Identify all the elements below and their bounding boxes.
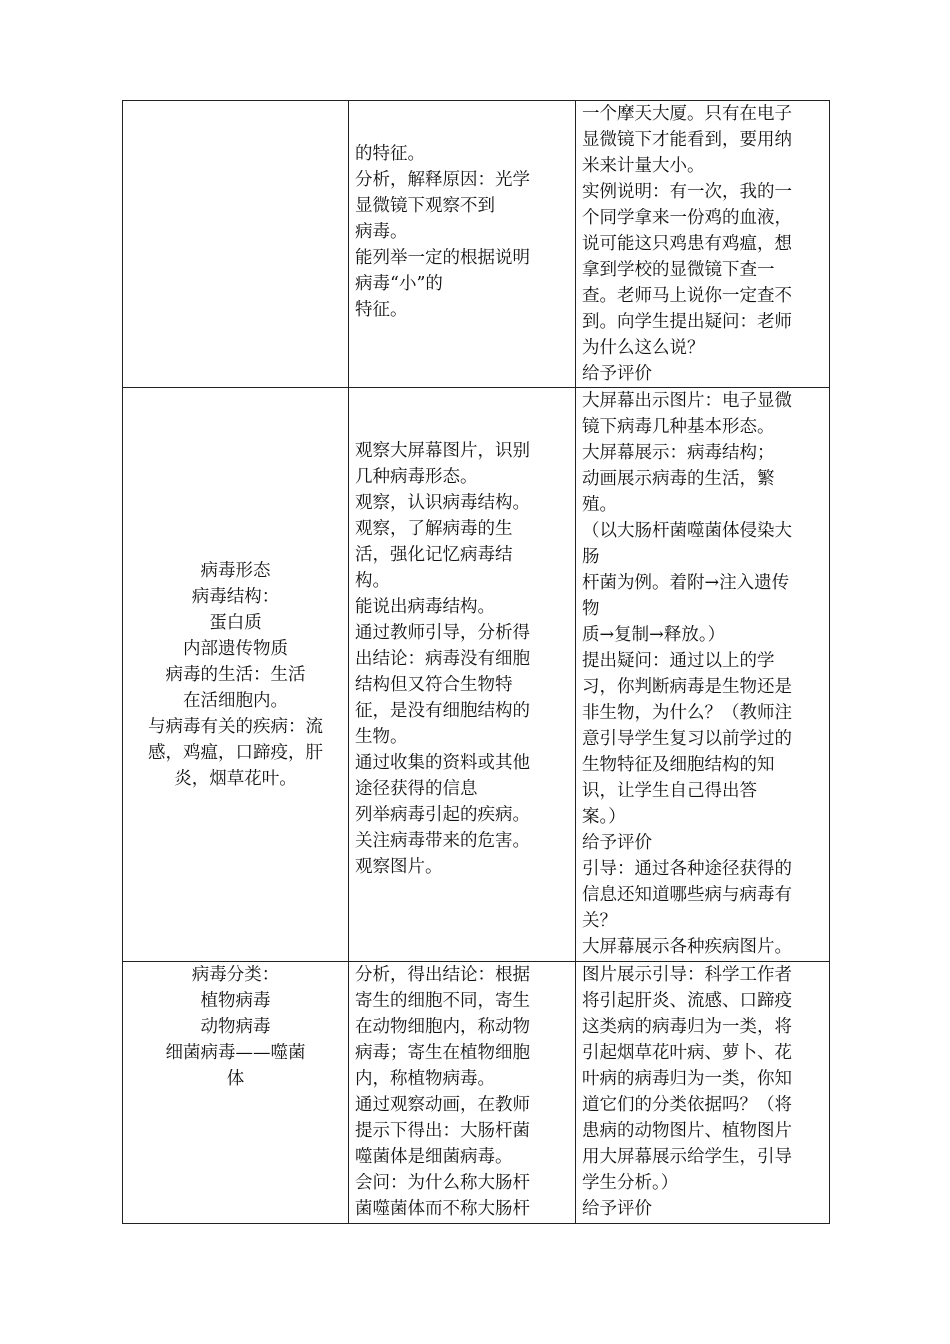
lesson-plan-table — [122, 100, 830, 1224]
teacher-line: 为什么这么说？ — [582, 338, 705, 358]
student-line: 通过观察动画，在教师 — [355, 1095, 530, 1115]
teacher-line: （以大肠杆菌噬菌体侵染大 — [582, 521, 792, 541]
teacher-line: 用大屏幕展示给学生，引导 — [582, 1147, 792, 1167]
teacher-line: 识，让学生自己得出答 — [582, 781, 757, 801]
student-line: 观察大屏幕图片，识别 — [355, 441, 530, 461]
student-line: 关注病毒带来的危害。 — [355, 831, 530, 851]
teacher-line: 个同学拿来一份鸡的血液， — [582, 208, 792, 228]
teacher-activity-cell — [576, 101, 830, 388]
student-line: 分析，得出结论：根据 — [355, 965, 530, 985]
table-row — [123, 388, 830, 962]
student-line: 寄生的细胞不同，寄生 — [355, 991, 530, 1011]
student-line: 提示下得出：大肠杆菌 — [355, 1121, 530, 1141]
teacher-line: 给予评价 — [582, 364, 652, 384]
teacher-line: 拿到学校的显微镜下查一 — [582, 260, 775, 280]
teacher-line: 案。） — [582, 807, 626, 827]
teacher-line: 引起烟草花叶病、萝卜、花 — [582, 1043, 792, 1063]
content-line: 炎，烟草花叶。 — [174, 768, 297, 789]
teacher-line: 米来计量大小。 — [582, 156, 705, 176]
teacher-line: 图片展示引导：科学工作者 — [582, 965, 792, 985]
student-line: 病毒；寄生在植物细胞 — [355, 1043, 530, 1063]
teacher-line: 殖。 — [582, 495, 617, 515]
teacher-line: 将引起肝炎、流感、口蹄疫 — [582, 991, 792, 1011]
teacher-line: 非生物，为什么？（教师注 — [582, 703, 792, 723]
student-line: 构。 — [355, 571, 390, 591]
student-line: 观察，了解病毒的生 — [355, 519, 513, 539]
teacher-line: 实例说明：有一次，我的一 — [582, 182, 792, 202]
student-line: 的特征。 — [355, 144, 425, 164]
teacher-line: 质→复制→释放。） — [582, 625, 726, 645]
content-cell — [123, 388, 349, 962]
teacher-line: 镜下病毒几种基本形态。 — [582, 417, 775, 437]
teacher-line: 引导：通过各种途径获得的 — [582, 859, 792, 879]
student-line: 列举病毒引起的疾病。 — [355, 805, 530, 825]
teacher-line: 查。老师马上说你一定查不 — [582, 286, 792, 306]
student-line: 能说出病毒结构。 — [355, 597, 495, 617]
student-line: 会问：为什么称大肠杆 — [355, 1173, 530, 1193]
student-line: 征，是没有细胞结构的 — [355, 701, 530, 721]
content-line: 病毒分类： — [191, 965, 280, 985]
teacher-line: 物 — [582, 599, 600, 619]
teacher-line: 学生分析。） — [582, 1173, 679, 1193]
teacher-line: 习，你判断病毒是生物还是 — [582, 677, 792, 697]
student-line: 通过教师引导，分析得 — [355, 623, 530, 643]
student-activity-cell — [349, 101, 576, 388]
teacher-line: 意引导学生复习以前学过的 — [582, 729, 792, 749]
teacher-line: 一个摩天大厦。只有在电子 — [582, 104, 792, 124]
teacher-line: 提出疑问：通过以上的学 — [582, 651, 775, 671]
teacher-line: 动画展示病毒的生活，繁 — [582, 469, 775, 489]
student-line: 途径获得的信息 — [355, 779, 478, 799]
student-line: 内，称植物病毒。 — [355, 1069, 495, 1089]
teacher-line: 杆菌为例。着附→注入遗传 — [582, 573, 790, 593]
content-line: 体 — [226, 1069, 245, 1089]
content-cell — [123, 962, 349, 1224]
teacher-line: 叶病的病毒归为一类，你知 — [582, 1069, 792, 1089]
student-activity-cell — [349, 962, 576, 1224]
content-line: 植物病毒 — [200, 991, 271, 1011]
student-line: 观察图片。 — [355, 857, 443, 877]
content-line: 内部遗传物质 — [183, 638, 288, 659]
teacher-line: 大屏幕展示各种疾病图片。 — [582, 937, 792, 957]
content-cell — [123, 101, 349, 388]
content-line: 感，鸡瘟，口蹄疫，肝 — [148, 742, 323, 763]
table-row — [123, 101, 830, 388]
content-line: 动物病毒 — [200, 1017, 271, 1037]
teacher-line: 关？ — [582, 911, 617, 931]
student-line: 生物。 — [355, 727, 408, 747]
teacher-line: 道它们的分类依据吗？（将 — [582, 1095, 792, 1115]
teacher-line: 肠 — [582, 547, 600, 567]
content-line: 病毒结构： — [191, 586, 280, 607]
student-line: 几种病毒形态。 — [355, 467, 478, 487]
teacher-line: 给予评价 — [582, 833, 652, 853]
teacher-line: 生物特征及细胞结构的知 — [582, 755, 775, 775]
student-line: 结构但又符合生物特 — [355, 675, 513, 695]
content-line: 病毒形态 — [200, 560, 271, 581]
student-line: 分析，解释原因：光学 — [355, 170, 530, 190]
teacher-line: 显微镜下才能看到，要用纳 — [582, 130, 792, 150]
student-line: 病毒。 — [355, 222, 408, 242]
table-row — [123, 962, 830, 1224]
teacher-activity-cell — [576, 962, 830, 1224]
teacher-line: 患病的动物图片、植物图片 — [582, 1121, 792, 1141]
content-line: 蛋白质 — [209, 612, 262, 633]
teacher-line: 给予评价 — [582, 1199, 652, 1219]
teacher-line: 这类病的病毒归为一类，将 — [582, 1017, 792, 1037]
student-line: 特征。 — [355, 300, 408, 320]
content-line: 与病毒有关的疾病：流 — [148, 716, 323, 737]
student-line: 观察，认识病毒结构。 — [355, 493, 530, 513]
teacher-line: 到。向学生提出疑问：老师 — [582, 312, 792, 332]
student-line: 能列举一定的根据说明 — [355, 248, 530, 268]
content-line: 在活细胞内。 — [183, 690, 288, 711]
student-line: 菌噬菌体而不称大肠杆 — [355, 1199, 530, 1219]
student-line: 病毒“小”的 — [355, 274, 443, 294]
teacher-line: 信息还知道哪些病与病毒有 — [582, 885, 792, 905]
student-line: 显微镜下观察不到 — [355, 196, 495, 216]
teacher-line: 大屏幕展示：病毒结构； — [582, 443, 775, 463]
content-line: 病毒的生活：生活 — [165, 664, 306, 685]
student-line: 在动物细胞内，称动物 — [355, 1017, 530, 1037]
content-line: 细菌病毒——噬菌 — [165, 1043, 306, 1063]
teacher-line: 大屏幕出示图片：电子显微 — [582, 391, 792, 411]
teacher-activity-cell — [576, 388, 830, 962]
student-activity-cell — [349, 388, 576, 962]
student-line: 噬菌体是细菌病毒。 — [355, 1147, 513, 1167]
student-line: 通过收集的资料或其他 — [355, 753, 530, 773]
student-line: 活，强化记忆病毒结 — [355, 545, 513, 565]
teacher-line: 说可能这只鸡患有鸡瘟，想 — [582, 234, 792, 254]
student-line: 出结论：病毒没有细胞 — [355, 649, 530, 669]
